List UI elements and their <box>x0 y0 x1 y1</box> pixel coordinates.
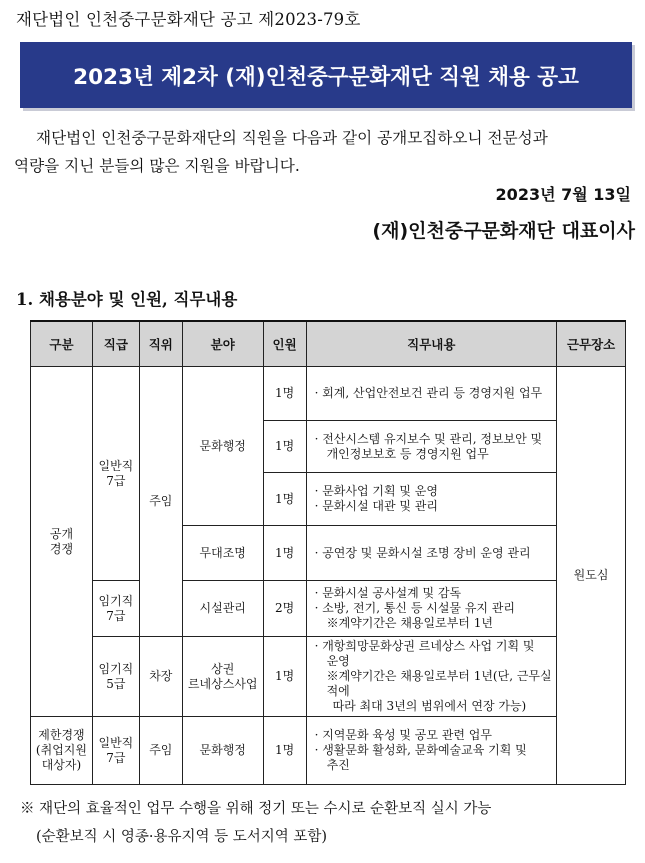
header-category: 구분 <box>31 321 93 367</box>
category-cell: 공개 경쟁 <box>31 367 93 717</box>
duty-cell <box>306 717 557 785</box>
recruitment-table <box>30 320 626 785</box>
intro-paragraph <box>14 124 638 180</box>
duty-line: · 생활문화 활성화, 문화예술교육 기획 및 <box>314 743 527 757</box>
duty-line: · 회계, 산업안전보건 관리 등 경영지원 업무 <box>314 386 543 400</box>
header-position: 직위 <box>139 321 182 367</box>
count-cell: 2명 <box>263 581 306 637</box>
count-cell: 1명 <box>263 637 306 717</box>
position-cell: 주임 <box>139 717 182 785</box>
grade-cell: 일반직 7급 <box>92 367 139 581</box>
duty-line: · 개항희망문화상권 르네상스 사업 기획 및 <box>314 639 535 653</box>
duty-line: ※계약기간은 채용일로부터 1년 <box>326 616 493 630</box>
table-header-row <box>31 321 626 367</box>
duty-line: · 소방, 전기, 통신 등 시설물 유지 관리 <box>314 601 515 615</box>
duty-cell <box>306 421 557 473</box>
footnote-line-2: (순환보직 시 영종·용유지역 등 도서지역 포함) <box>36 829 328 845</box>
count-cell: 1명 <box>263 526 306 581</box>
duty-line: 개인정보보호 등 경영지원 업무 <box>326 446 489 461</box>
grade-cell: 일반직 7급 <box>92 717 139 785</box>
field-cell: 문화행정 <box>182 367 263 526</box>
notice-date: 2023년 7월 13일 <box>495 185 631 204</box>
organization-signature: (재)인천중구문화재단 대표이사 <box>372 220 635 242</box>
position-cell: 주임 <box>139 367 182 637</box>
header-workplace: 근무장소 <box>557 321 626 367</box>
duty-line: ※계약기간은 채용일로부터 1년(단, 근무실적에 <box>326 669 552 698</box>
intro-line-2: 역량을 지닌 분들의 많은 지원을 바랍니다. <box>14 157 300 175</box>
header-count: 인원 <box>263 321 306 367</box>
table-row <box>31 717 626 785</box>
table-row <box>31 637 626 717</box>
duty-line: · 전산시스템 유지보수 및 관리, 정보보안 및 <box>314 431 543 446</box>
duty-line: 추진 <box>326 758 350 772</box>
grade-cell: 임기직 7급 <box>92 581 139 637</box>
table-row <box>31 367 626 421</box>
header-field: 분야 <box>182 321 263 367</box>
section-title: 1. 채용분야 및 인원, 직무내용 <box>16 290 238 309</box>
workplace-cell: 원도심 <box>557 367 626 785</box>
field-cell: 시설관리 <box>182 581 263 637</box>
count-cell: 1명 <box>263 421 306 473</box>
banner-title: 2023년 제2차 (재)인천중구문화재단 직원 채용 공고 <box>20 42 632 108</box>
header-duties: 직무내용 <box>306 321 557 367</box>
table-row <box>31 581 626 637</box>
count-cell: 1명 <box>263 717 306 785</box>
duty-cell <box>306 526 557 581</box>
field-cell: 무대조명 <box>182 526 263 581</box>
notice-number: 재단법인 인천중구문화재단 공고 제2023-79호 <box>16 10 361 29</box>
field-cell: 상권 르네상스사업 <box>182 637 263 717</box>
footnote <box>20 795 491 851</box>
grade-cell: 임기직 5급 <box>92 637 139 717</box>
duty-line: · 공연장 및 문화시설 조명 장비 운영 관리 <box>314 545 531 560</box>
count-cell: 1명 <box>263 473 306 526</box>
duty-cell <box>306 473 557 526</box>
duty-line: · 지역문화 육성 및 공모 관련 업무 <box>314 728 492 742</box>
header-grade: 직급 <box>92 321 139 367</box>
duty-cell <box>306 581 557 637</box>
category-cell: 제한경쟁 (취업지원 대상자) <box>31 717 93 785</box>
duty-cell <box>306 367 557 421</box>
duty-line: 따라 최대 3년의 범위에서 연장 가능) <box>332 699 527 713</box>
intro-line-1: 재단법인 인천중구문화재단의 직원을 다음과 같이 공개모집하오니 전문성과 <box>36 129 548 147</box>
field-cell: 문화행정 <box>182 717 263 785</box>
duty-line: · 문화사업 기획 및 운영 <box>314 484 438 498</box>
duty-line: · 문화시설 공사설계 및 감독 <box>314 586 462 600</box>
duty-line: · 문화시설 대관 및 관리 <box>314 499 438 513</box>
duty-cell <box>306 637 557 717</box>
footnote-line-1: ※ 재단의 효율적인 업무 수행을 위해 정기 또는 수시로 순환보직 실시 가능 <box>20 801 492 817</box>
position-cell: 차장 <box>139 637 182 717</box>
duty-line: 운영 <box>326 654 350 668</box>
count-cell: 1명 <box>263 367 306 421</box>
